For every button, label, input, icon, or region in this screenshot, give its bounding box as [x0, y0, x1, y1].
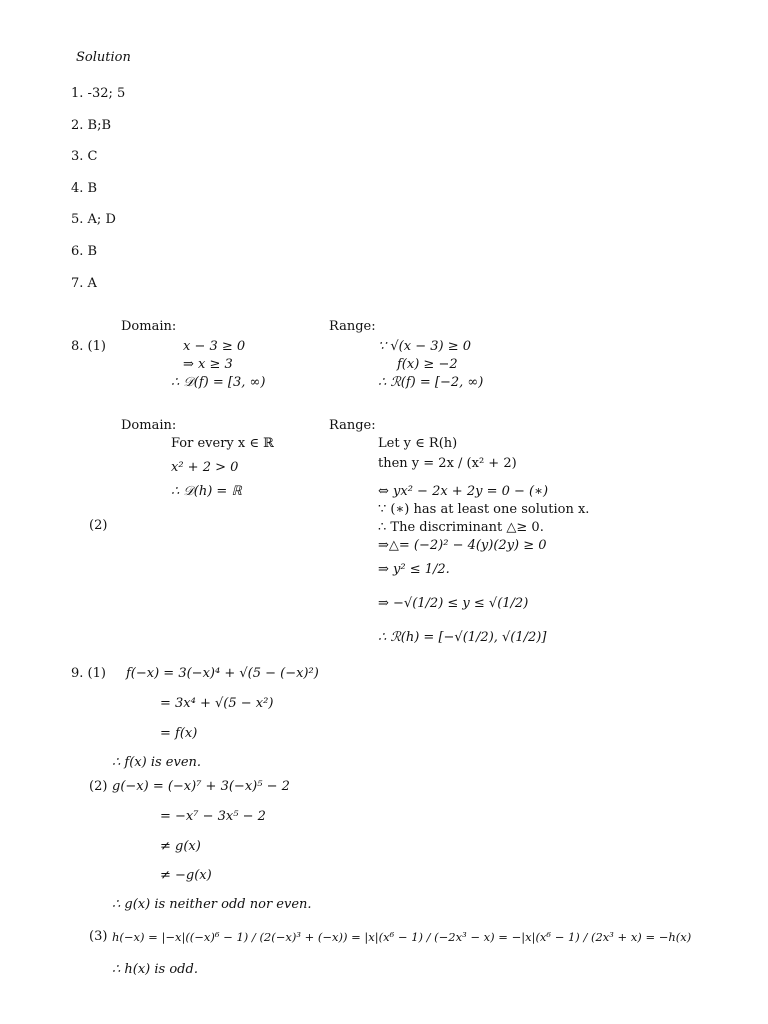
q8-1-domain-line-2: ⇒ x ≥ 3 — [183, 357, 233, 372]
q9-2-line-4: ≠ −g(x) — [160, 868, 212, 883]
q8-2-domain-line-3: ∴ 𝒟(h) = ℝ — [171, 484, 242, 499]
q8-1-domain-line-1: x − 3 ≥ 0 — [183, 339, 246, 354]
q8-2-range-line-1: Let y ∈ R(h) — [378, 436, 458, 451]
q8-2-domain-line-1: For every x ∈ ℝ — [171, 436, 274, 451]
answer-4: 4. B — [71, 181, 98, 196]
q8-1-range-label: Range: — [329, 319, 376, 334]
q8-2-domain-line-2: x² + 2 > 0 — [171, 460, 239, 475]
q8-2-label: (2) — [89, 518, 108, 533]
q9-2-conclusion: ∴ g(x) is neither odd nor even. — [112, 897, 312, 912]
answer-7: 7. A — [71, 276, 97, 291]
q8-2-range-label: Range: — [329, 418, 376, 433]
q8-1-domain-label: Domain: — [121, 319, 177, 334]
q8-1-range-line-3: ∴ ℛ(f) = [−2, ∞) — [378, 375, 484, 390]
q8-2-domain-label: Domain: — [121, 418, 177, 433]
q9-1-line-1: f(−x) = 3(−x)⁴ + √(5 − (−x)²) — [126, 666, 319, 681]
q8-2-range-line-9: ∴ ℛ(h) = [−√(1/2), √(1/2)] — [378, 630, 547, 645]
q9-3-line: h(−x) = |−x|((−x)⁶ − 1) / (2(−x)³ + (−x)) = |x|(x⁶ − 1) / (−2x³ − x) = −|x|(x⁶ − 1) / (2x³ + x) = −h(x) — [112, 930, 692, 944]
q9-2-label: (2) — [89, 779, 108, 794]
q8-number: 8. (1) — [71, 339, 106, 354]
answer-2: 2. B;B — [71, 118, 112, 133]
q8-2-range-line-2: then y = 2x / (x² + 2) — [378, 456, 517, 471]
q8-1-range-line-2: f(x) ≥ −2 — [397, 357, 458, 372]
q9-2-line-3: ≠ g(x) — [160, 839, 201, 854]
q8-1-domain-line-3: ∴ 𝒟(f) = [3, ∞) — [171, 375, 266, 390]
q9-2-line-2: = −x⁷ − 3x⁵ − 2 — [160, 809, 266, 824]
q9-3-conclusion: ∴ h(x) is odd. — [112, 962, 198, 977]
answer-3: 3. C — [71, 149, 98, 164]
q8-1-range-line-1: ∵ √(x − 3) ≥ 0 — [378, 339, 472, 354]
q8-2-range-line-6: ⇒△= (−2)² − 4(y)(2y) ≥ 0 — [378, 538, 547, 553]
q8-2-range-line-3: ⇔ yx² − 2x + 2y = 0 − (∗) — [378, 484, 549, 499]
q9-1-conclusion: ∴ f(x) is even. — [112, 755, 202, 770]
q9-number: 9. (1) — [71, 666, 106, 681]
q8-2-range-line-4: ∵ (∗) has at least one solution x. — [378, 502, 590, 517]
q9-2-line-1: g(−x) = (−x)⁷ + 3(−x)⁵ − 2 — [112, 779, 290, 794]
q8-2-range-line-8: ⇒ −√(1/2) ≤ y ≤ √(1/2) — [378, 596, 529, 611]
answer-1: 1. -32; 5 — [71, 86, 126, 101]
q8-2-range-line-5: ∴ The discriminant △≥ 0. — [378, 520, 544, 535]
q9-3-label: (3) — [89, 929, 108, 944]
answer-5: 5. A; D — [71, 212, 116, 227]
q8-2-range-line-7: ⇒ y² ≤ 1/2. — [378, 562, 450, 577]
page-title: Solution — [76, 50, 131, 65]
q9-1-line-2: = 3x⁴ + √(5 − x²) — [160, 696, 274, 711]
answer-6: 6. B — [71, 244, 98, 259]
q9-1-line-3: = f(x) — [160, 726, 198, 741]
